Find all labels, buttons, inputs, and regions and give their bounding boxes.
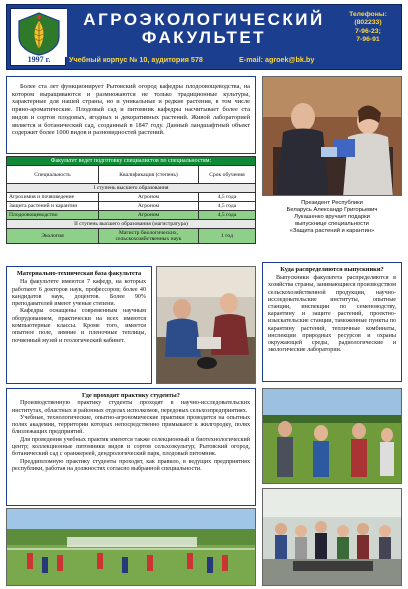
president-caption	[262, 200, 402, 235]
contact-line	[69, 55, 349, 64]
specialties-table	[6, 156, 256, 264]
row-specialty: Защита растений и карантин	[7, 202, 99, 211]
row-qualification: Агроном	[99, 202, 199, 211]
material-paragraph: На факультете имеются 7 кафедр, на которых работают 6 докторов наук, профессоров; более 40 кандидатов наук, доцентов. Более 90% преподавателей имеют ученые степени.	[12, 279, 146, 308]
table-caption: Факультет ведет подготовку специалистов по специальностям:	[7, 157, 256, 166]
emblem-icon	[11, 9, 67, 57]
caption-line: выпускнице специальности	[295, 221, 369, 227]
row-duration: 4,5 года	[199, 193, 256, 202]
row-duration: 4,5 года	[199, 202, 256, 211]
practice-title: Где проходят практику студенты?	[82, 392, 180, 399]
row-specialty: Плодоовощеводство	[7, 211, 99, 220]
phone-1: 7-96-23;	[355, 27, 381, 35]
row-qualification: Агроном	[99, 211, 199, 220]
president-photo	[262, 76, 402, 196]
level-1-header: I ступень высшего образования	[7, 184, 256, 193]
col-specialty: Специальность	[7, 166, 99, 184]
practice-paragraph: Преддипломную практику студенты проходят, как правило, в ведущих предприятиях республики, работая на должностях согласно выбранной специальности.	[12, 458, 250, 472]
row-duration: 4,5 года	[199, 211, 256, 220]
field-photo	[262, 388, 402, 484]
phones-block	[339, 11, 397, 45]
phones-label: Телефоны:	[349, 11, 387, 18]
material-title: Материально-техническая база факультета	[16, 270, 142, 277]
practice-paragraph: Производственную практику студенты проходят в научно-исследовательских институтах, областных и районных отделах исполкомов, передовых сельхозпредприятиях.	[12, 400, 250, 414]
sports-photo	[6, 508, 256, 586]
material-paragraph: Кафедры оснащены современным научным оборудованием, практически на всех имеются компьютерные классы. Кроме того, имеется опытное поле, зимние и пленочные теплицы, почвенный музей и геологический кабинет.	[12, 308, 146, 344]
row-duration: 1 год	[199, 229, 256, 244]
building-info: Учебный корпус № 10, аудитория 578	[69, 55, 203, 64]
page-title	[69, 11, 339, 47]
phone-code: (802233)	[354, 19, 382, 27]
graduates-text: Выпускники факультета распределяются в хозяйства страны, занимающиеся производством сельскохозяйственной продукции, научно-исследовательские институты, опытные станции, инспекции по семеноводству, карантину и защите растений, проектно-изыскательские станции, таможенные пункты по карантину растений, тепличные комбинаты, инспекции природных ресурсов и охраны окружающей среды, радиологические и экологические лаборатории.	[268, 275, 396, 354]
email-address: E-mail: agroek@bk.by	[239, 55, 315, 64]
practice-paragraph: Для проведения учебных практик имеются также селекционный и биотехнологический центр; коллекционные питомники видов и сортов сельхозкультур; Рытовский огород, ботанический сад с оранжереей, дендрологический парк, плодовый питомник.	[12, 436, 250, 458]
group-photo	[262, 488, 402, 586]
col-qualification: Квалификация (степень)	[99, 166, 199, 184]
level-2-header: II ступень высшего образования (магистратура)	[7, 220, 256, 229]
practice-section	[6, 388, 256, 506]
title-line-2: ФАКУЛЬТЕТ	[141, 28, 267, 47]
logo-year: 1997 г.	[27, 55, 51, 64]
title-line-1: АГРОЭКОЛОГИЧЕСКИЙ	[83, 10, 325, 29]
row-specialty: Агрохимия и почвоведение	[7, 193, 99, 202]
caption-line: Беларусь Александр Григорьевич	[286, 207, 378, 213]
table-row	[7, 211, 256, 220]
col-duration: Срок обучения	[199, 166, 256, 184]
graduates-title: Куда распределяются выпускники?	[280, 266, 384, 273]
material-base-section	[6, 266, 152, 384]
faculty-logo	[10, 8, 66, 66]
row-specialty: Экология	[7, 229, 99, 244]
practice-paragraph: Учебные, технологические, опытно-агрономические практики проводятся на опытных полях академии, территории которых непосредственно примыкают к жилгородку, полях близлежащих предприятий.	[12, 414, 250, 436]
intro-text: Более ста лет функционирует Рытовский огород кафедры плодоовощеводства, на котором выращиваются и размножаются не только традиционные культуры, характерные для нашей страны, но и уникальные и редкие растения, в том числе пряно-ароматические. Плодовый сад и питомник кафедры насчитывает более ста видов и сортов плодовых, ягодных и декоративных растений. Живой лабораторией является и ботанический сад, созданный в 1847 году. Данный ландшафтный объект содержит более 1000 видов и разновидностей растений.	[6, 76, 256, 154]
table-row	[7, 229, 256, 244]
caption-line: Лукашенко вручает подарки	[294, 214, 370, 220]
caption-line: Президент Республики	[301, 200, 363, 206]
lab-photo	[156, 266, 256, 384]
table-row	[7, 202, 256, 211]
table-row	[7, 193, 256, 202]
caption-line: «Защита растений и карантин»	[289, 228, 375, 234]
header-banner	[6, 4, 402, 70]
row-qualification: Агроном	[99, 193, 199, 202]
row-qualification: Магистр биологических, сельскохозяйственных наук	[99, 229, 199, 244]
phone-2: 7-96-91	[356, 36, 380, 44]
graduates-section	[262, 262, 402, 382]
